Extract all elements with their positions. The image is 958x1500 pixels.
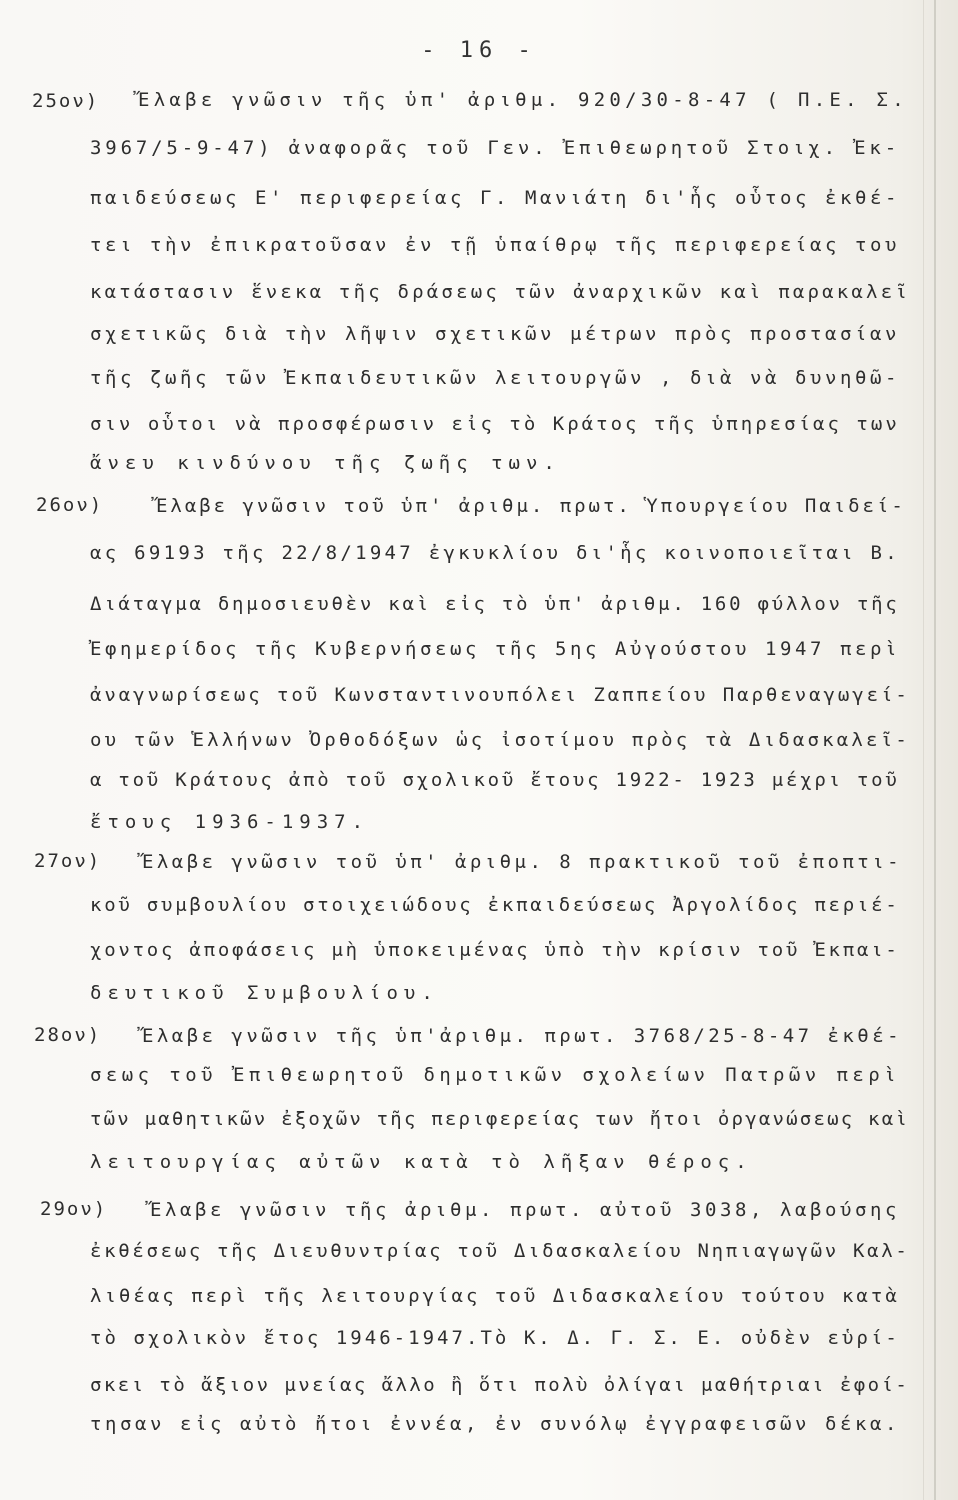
entry-line: τῶν μαθητικῶν ἐξοχῶν τῆς περιφερείας των ἤτοι ὀργανώσεως καὶ xyxy=(90,1108,910,1130)
entry-number: 25ον) xyxy=(32,90,100,112)
entry-line: ἔτους 1936-1937. xyxy=(90,811,370,833)
page-number: - 16 - xyxy=(421,38,537,63)
entry-line: σκει τὸ ἄξιον μνείας ἄλλο ἢ ὅτι πολὺ ὀλίγαι μαθήτριαι ἐφοί- xyxy=(90,1374,910,1396)
entry-line: σχετικῶς διὰ τὴν λῆψιν σχετικῶν μέτρων πρὸς προστασίαν xyxy=(90,323,900,345)
entry-line: ἐκθέσεως τῆς Διευθυντρίας τοῦ Διδασκαλείου Νηπιαγωγῶν Καλ- xyxy=(90,1240,910,1262)
entry-line: τῆς ζωῆς τῶν Ἐκπαιδευτικῶν λειτουργῶν , διὰ νὰ δυνηθῶ- xyxy=(90,367,900,389)
entry-line: τὸ σχολικὸν ἔτος 1946-1947.Τὸ Κ. Δ. Γ. Σ. Ε. οὐδὲν εὑρί- xyxy=(90,1327,900,1349)
page-edge-line xyxy=(923,0,924,1500)
entry-number: 29ον) xyxy=(40,1198,108,1220)
entry-line: Ἔλαβε γνῶσιν τοῦ ὑπ' ἀριθμ. 8 πρακτικοῦ τοῦ ἐποπτι- xyxy=(142,851,902,873)
entry-number: 27ον) xyxy=(34,850,102,872)
entry-line: Διάταγμα δημοσιευθὲν καὶ εἰς τὸ ὑπ' ἀριθμ. 160 φύλλον τῆς xyxy=(90,593,900,615)
entry-line: σιν οὗτοι νὰ προσφέρωσιν εἰς τὸ Κράτος τῆς ὑπηρεσίας των xyxy=(90,413,900,435)
entry-line: κατάστασιν ἕνεκα τῆς δράσεως τῶν ἀναρχικῶν καὶ παρακαλεῖ xyxy=(90,281,910,303)
entry-number: 28ον) xyxy=(34,1024,102,1046)
entry-number: 26ον) xyxy=(36,494,104,516)
entry-line: λιθέας περὶ τῆς λειτουργίας τοῦ Διδασκαλείου τούτου κατὰ xyxy=(90,1285,900,1307)
entry-line: τησαν εἰς αὐτὸ ἤτοι ἐννέα, ἐν συνόλῳ ἐγγραφεισῶν δέκα. xyxy=(90,1413,900,1435)
entry-line: παιδεύσεως Ε' περιφερείας Γ. Μανιάτη δι'ἧς οὗτος ἐκθέ- xyxy=(90,187,900,209)
entry-line: ἄνευ κινδύνου τῆς ζωῆς των. xyxy=(90,452,561,474)
entry-line: Ἔλαβε γνῶσιν τοῦ ὑπ' ἀριθμ. πρωτ. Ὑπουργείου Παιδεί- xyxy=(156,495,906,517)
entry-line: ου τῶν Ἑλλήνων Ὀρθοδόξων ὡς ἰσοτίμου πρὸς τὰ Διδασκαλεῖ- xyxy=(90,729,910,751)
page-edge-shadow xyxy=(934,0,936,1500)
entry-line: α τοῦ Κράτους ἀπὸ τοῦ σχολικοῦ ἔτους 1922- 1923 μέχρι τοῦ xyxy=(90,769,900,791)
entry-line: ἀναγνωρίσεως τοῦ Κωνσταντινουπόλει Ζαππείου Παρθεναγωγεί- xyxy=(90,684,910,706)
entry-line: κοῦ συμβουλίου στοιχειώδους ἐκπαιδεύσεως Ἀργολίδος περιέ- xyxy=(90,894,900,916)
entry-line: Ἔλαβε γνῶσιν τῆς ἀριθμ. πρωτ. αὐτοῦ 3038, λαβούσης xyxy=(150,1199,900,1221)
entry-line: σεως τοῦ Ἐπιθεωρητοῦ δημοτικῶν σχολείων Πατρῶν περὶ xyxy=(90,1064,900,1086)
entry-line: 3967/5-9-47) ἀναφορᾶς τοῦ Γεν. Ἐπιθεωρητοῦ Στοιχ. Ἐκ- xyxy=(90,137,900,159)
entry-line: Ἔλαβε γνῶσιν τῆς ὑπ'ἀριθμ. πρωτ. 3768/25-8-47 ἐκθέ- xyxy=(142,1025,902,1047)
entry-line: Ἐφημερίδος τῆς Κυβερνήσεως τῆς 5ης Αὐγούστου 1947 περὶ xyxy=(90,638,900,660)
entry-line: λειτουργίας αὐτῶν κατὰ τὸ λῆξαν θέρος. xyxy=(90,1151,753,1173)
entry-line: Ἔλαβε γνῶσιν τῆς ὑπ' ἀριθμ. 920/30-8-47 ( Π.Ε. Σ. xyxy=(138,89,908,111)
entry-line: ας 69193 τῆς 22/8/1947 ἐγκυκλίου δι'ἧς κοινοποιεῖται Β. xyxy=(90,542,900,564)
entry-line: δευτικοῦ Συμβουλίου. xyxy=(90,982,439,1004)
entry-line: τει τὴν ἐπικρατοῦσαν ἐν τῇ ὑπαίθρῳ τῆς περιφερείας του xyxy=(90,234,900,256)
entry-line: χοντος ἀποφάσεις μὴ ὑποκειμένας ὑπὸ τὴν κρίσιν τοῦ Ἐκπαι- xyxy=(90,939,900,961)
